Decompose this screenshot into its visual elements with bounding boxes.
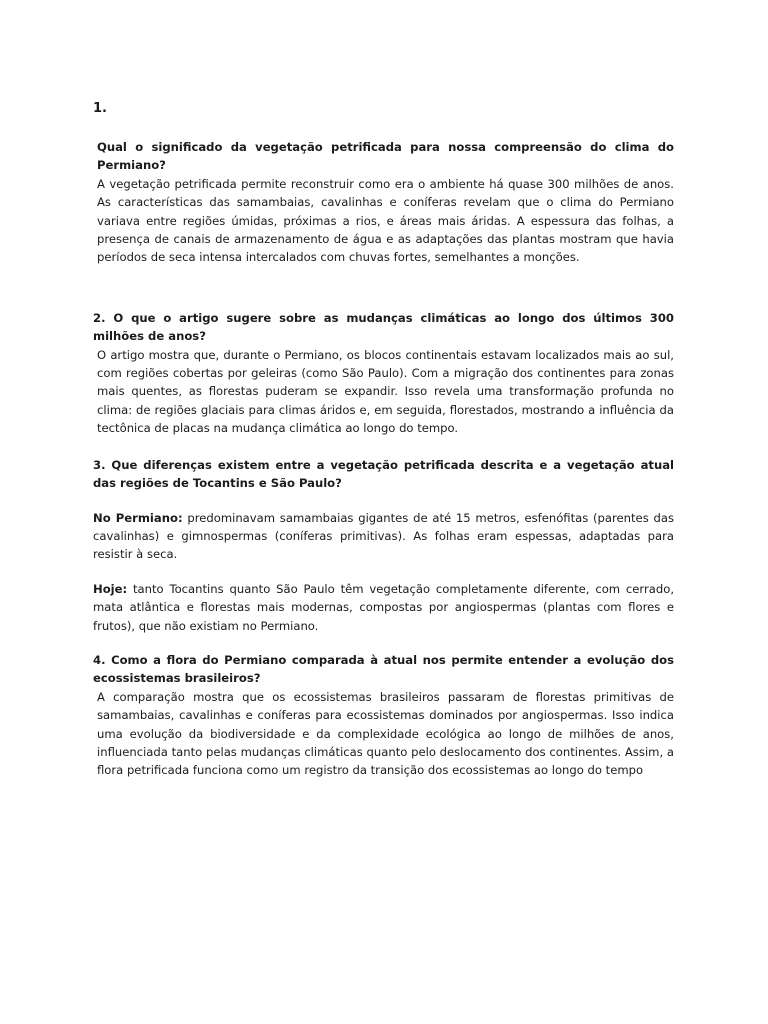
spacer (93, 438, 674, 456)
section-1-answer: A vegetação petrificada permite reconstruir como era o ambiente há quase 300 milhões de anos. As características das samambaias, cavalinhas e coníferas revelam que o clima do Permiano variava entre regiões úmidas, próximas a rios, e áreas mais áridas. A espessura das folhas, a presença de canais de armazenamento de água e as adaptações das plantas mostram que havia períodos de seca intensa intercalados com chuvas fortes, semelhantes a monções. (97, 176, 674, 265)
permiano-text: predominavam samambaias gigantes de até 15 metros, esfenófitas (parentes das cavalinhas) e gimnospermas (coníferas primitivas). As folhas eram espessas, adaptadas para resistir à seca. (93, 510, 674, 562)
section-2-question: 2. O que o artigo sugere sobre as mudanças climáticas ao longo dos últimos 300 milhões de anos? (93, 310, 674, 344)
section-1-question: Qual o significado da vegetação petrificada para nossa compreensão do clima do Permiano? (97, 140, 674, 173)
section-1-number: 1. (93, 101, 107, 116)
section-4-question: 4. Como a flora do Permiano comparada à atual nos permite entender a evolução dos ecossistemas brasileiros? (93, 652, 674, 686)
section-2-answer: O artigo mostra que, durante o Permiano, os blocos continentais estavam localizados mais ao sul, com regiões cobertas por geleiras (como São Paulo). Com a migração dos continentes para zonas mais quentes, as florestas puderam se expandir. Isso revela uma transformação profunda no clima: de regiões glaciais para climas áridos e, em seguida, florestados, mostrando a influência da tectônica de placas na mudança climática ao longo do tempo. (97, 347, 674, 436)
spacer (93, 267, 674, 309)
spacer (93, 564, 674, 580)
permiano-label: No Permiano: (93, 510, 183, 525)
hoje-label: Hoje: (93, 581, 128, 596)
section-3-question: 3. Que diferenças existem entre a vegetação petrificada descrita e a vegetação atual das regiões de Tocantins e São Paulo? (93, 457, 674, 491)
section-3-hoje-paragraph (93, 580, 674, 635)
hoje-text: tanto Tocantins quanto São Paulo têm vegetação completamente diferente, com cerrado, mata atlântica e florestas mais modernas, compostas por angiospermas (plantas com flores e frutos), que não existiam no Permiano. (93, 581, 674, 633)
spacer (93, 493, 674, 509)
spacer (93, 635, 674, 651)
section-4-answer: A comparação mostra que os ecossistemas brasileiros passaram de florestas primitivas de samambaias, cavalinhas e coníferas para ecossistemas dominados por angiospermas. Isso indica uma evolução da biodiversidade e da complexidade ecológica ao longo de milhões de anos, influenciada tanto pelas mudanças climáticas quanto pelo deslocamento dos continentes. Assim, a flora petrificada funciona como um registro da transição dos ecossistemas ao longo do tempo (97, 689, 674, 778)
section-3-permiano-paragraph (93, 509, 674, 564)
